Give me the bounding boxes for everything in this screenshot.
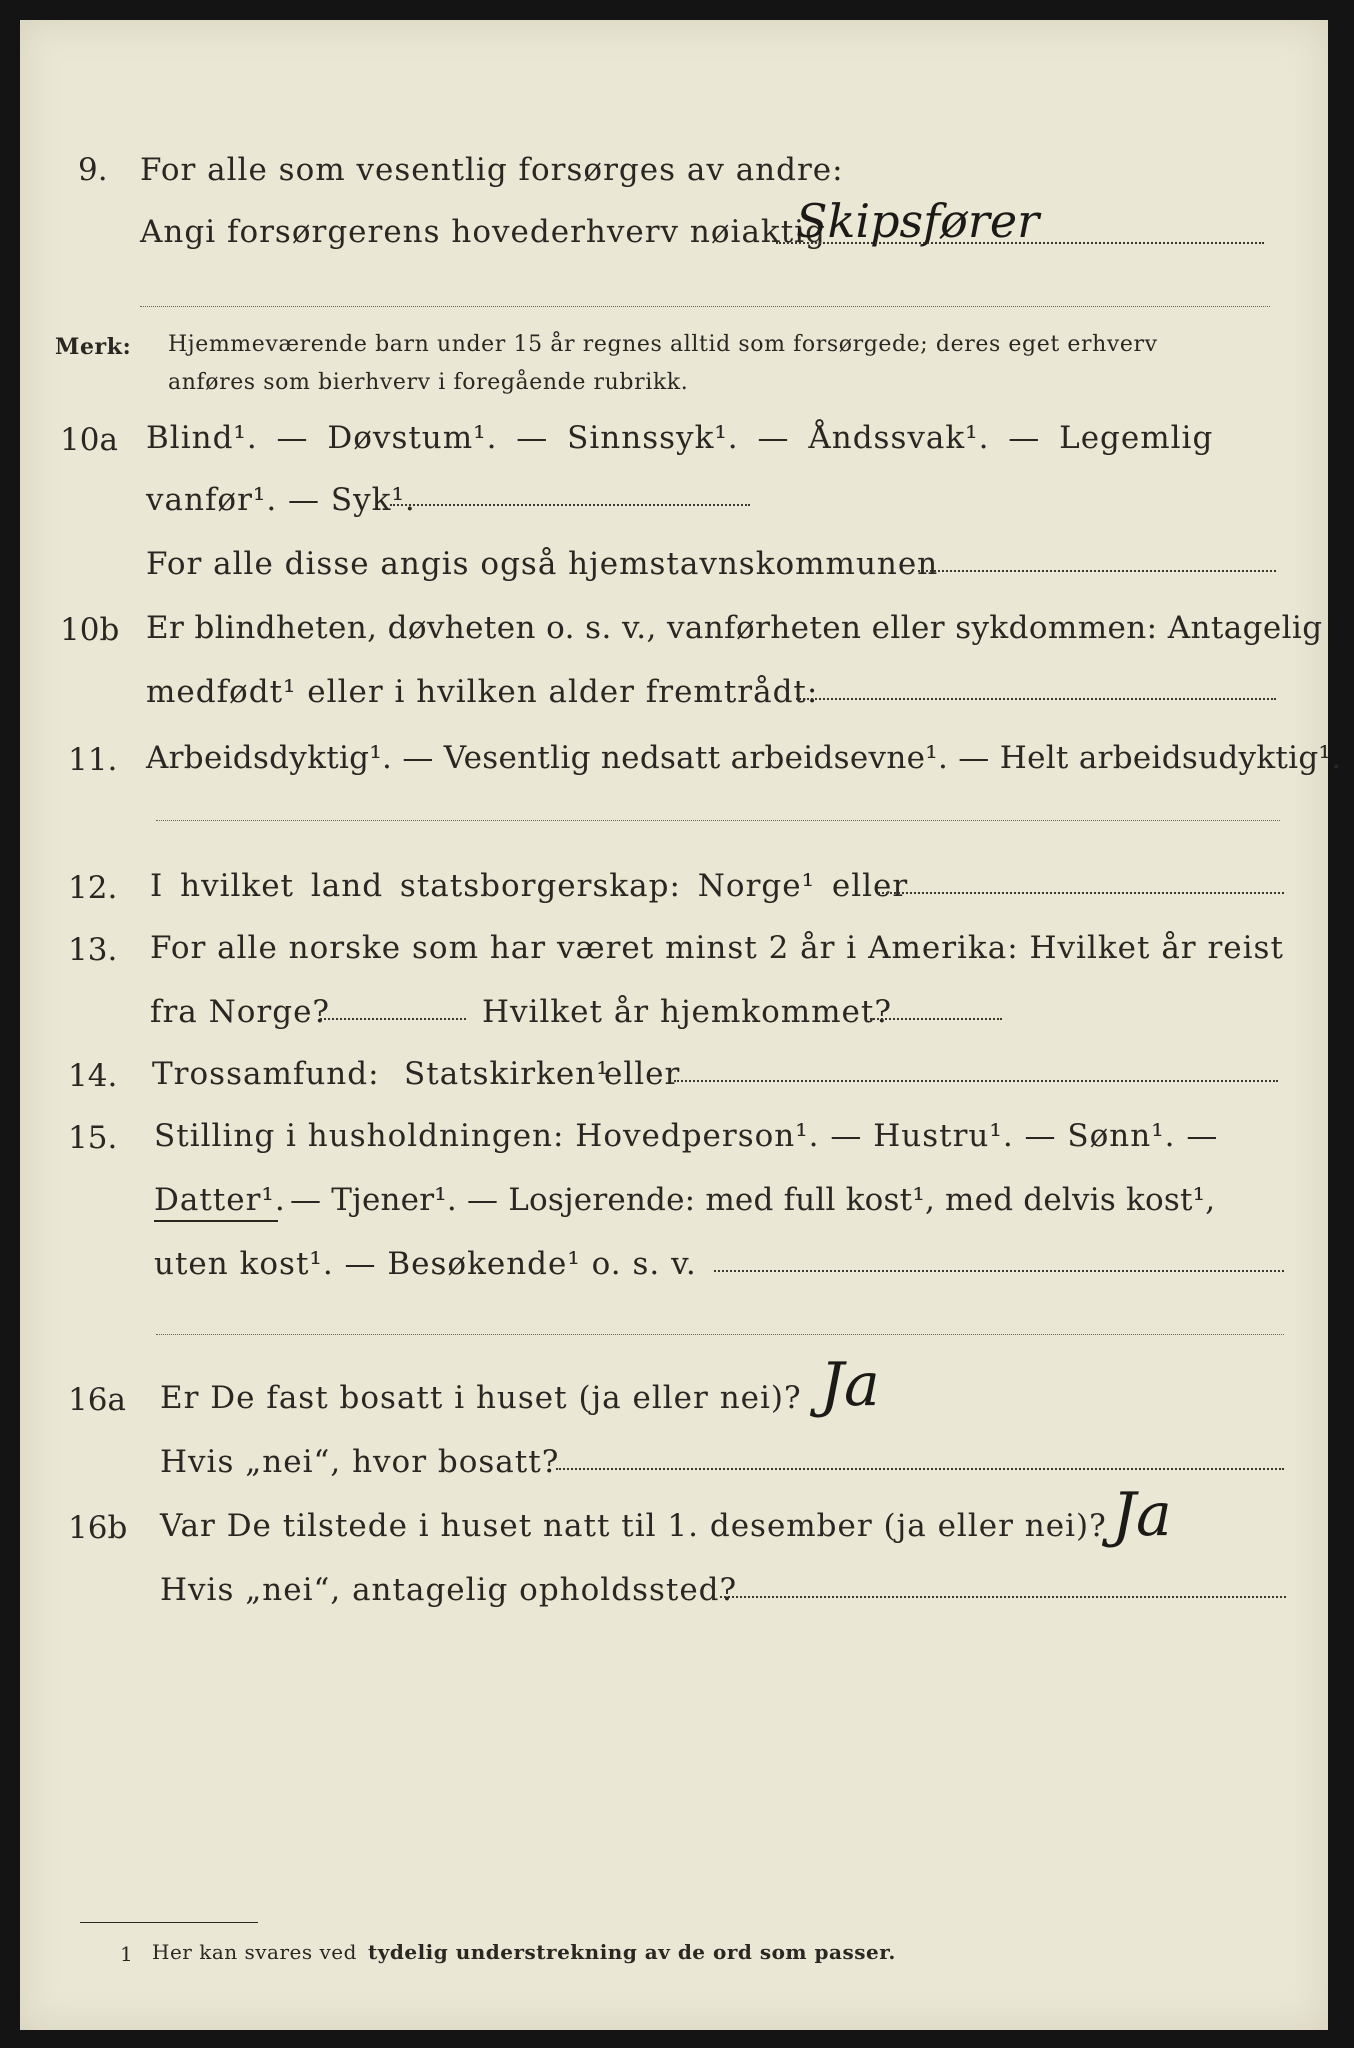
question-9-number: 9. xyxy=(78,152,108,188)
footnote-rule xyxy=(80,1922,258,1923)
question-10b-line2: medfødt¹ eller i hvilken alder fremtrådt: xyxy=(146,674,819,710)
question-16b-line2: Hvis „nei“, antagelig opholdssted? xyxy=(160,1572,738,1608)
question-14-blank xyxy=(674,1080,1278,1082)
question-14-number: 14. xyxy=(68,1058,118,1094)
question-12-line1: I hvilket land statsborgerskap: Norge¹ eller xyxy=(150,868,909,904)
question-10b-blank xyxy=(796,698,1276,700)
question-10a-line3: For alle disse angis også hjemstavnskommunen xyxy=(146,546,939,582)
question-15-line1: Stilling i husholdningen: Hovedperson¹. — Hustru¹. — Sønn¹. — xyxy=(154,1118,1219,1154)
question-15-line2b: — Tjener¹. — Losjerende: med full kost¹, med delvis kost¹, xyxy=(290,1182,1216,1218)
footnote-text-a: Her kan svares ved xyxy=(152,1940,357,1964)
question-16b-handwritten-answer: Ja xyxy=(1112,1480,1172,1550)
question-16b-line1: Var De tilstede i huset natt til 1. desember (ja eller nei)? xyxy=(160,1508,1107,1544)
question-10b-line1: Er blindheten, døvheten o. s. v., vanførheten eller sykdommen: Antagelig xyxy=(146,610,1323,646)
question-10a-line3-blank xyxy=(918,570,1276,572)
question-10a-line1: Blind¹. — Døvstum¹. — Sinnssyk¹. — Åndssvak¹. — Legemlig xyxy=(146,420,1214,456)
footnote-text-b: tydelig understrekning av de ord som passer. xyxy=(368,1940,896,1964)
question-10a-line2-blank xyxy=(390,504,750,506)
question-16b-blank xyxy=(720,1596,1286,1598)
footnote-marker: 1 xyxy=(120,1942,134,1966)
question-15-line3: uten kost¹. — Besøkende¹ o. s. v. xyxy=(154,1246,697,1282)
note-label: Merk: xyxy=(55,334,132,360)
note-line2: anføres som bierhverv i foregående rubrikk. xyxy=(168,370,689,395)
question-9-line2: Angi forsørgerens hovederhverv nøiaktig xyxy=(140,214,826,250)
question-16a-line2: Hvis „nei“, hvor bosatt? xyxy=(160,1444,560,1480)
question-12-blank xyxy=(878,892,1284,894)
question-14-label: Trossamfund: xyxy=(152,1056,380,1092)
question-9-extra-line xyxy=(140,306,1270,307)
question-11-number: 11. xyxy=(68,742,118,778)
question-9-answer-line xyxy=(776,242,1264,244)
question-10a-number: 10a xyxy=(60,422,118,458)
question-16a-line1: Er De fast bosatt i huset (ja eller nei)? xyxy=(160,1380,802,1416)
question-14-rest: eller xyxy=(604,1056,681,1092)
note-line1: Hjemmeværende barn under 15 år regnes alltid som forsørgede; deres eget erhverv xyxy=(168,332,1158,357)
question-10b-number: 10b xyxy=(60,612,120,648)
question-13-line2a: fra Norge? xyxy=(150,994,331,1030)
datter-underline-mark xyxy=(154,1220,278,1222)
question-13-year-returned-blank xyxy=(870,1018,1002,1020)
question-15-number: 15. xyxy=(68,1120,118,1156)
question-13-year-left-blank xyxy=(320,1018,466,1020)
question-9-handwritten-answer: Skipsfører xyxy=(796,194,1040,248)
question-13-line1: For alle norske som har været minst 2 år i Amerika: Hvilket år reist xyxy=(150,930,1284,966)
question-14-option-statskirken: Statskirken¹ xyxy=(404,1056,610,1092)
question-12-number: 12. xyxy=(68,870,118,906)
question-9-line1: For alle som vesentlig forsørges av andre: xyxy=(140,152,844,188)
question-16a-number: 16a xyxy=(68,1382,126,1418)
question-16a-handwritten-answer: Ja xyxy=(820,1350,880,1420)
question-16b-number: 16b xyxy=(68,1510,128,1546)
question-15-option-datter: Datter¹. xyxy=(154,1182,286,1218)
question-15-extra-line xyxy=(156,1334,1284,1335)
question-13-line2b: Hvilket år hjemkommet? xyxy=(482,994,892,1030)
question-15-blank xyxy=(714,1270,1284,1272)
question-13-number: 13. xyxy=(68,932,118,968)
question-16a-blank xyxy=(556,1468,1284,1470)
form-page xyxy=(20,20,1342,2030)
question-10a-line2: vanfør¹. — Syk¹. xyxy=(146,482,416,518)
question-11-line1: Arbeidsdyktig¹. — Vesentlig nedsatt arbeidsevne¹. — Helt arbeidsudyktig¹. xyxy=(146,740,1342,776)
question-11-extra-line xyxy=(156,820,1280,821)
